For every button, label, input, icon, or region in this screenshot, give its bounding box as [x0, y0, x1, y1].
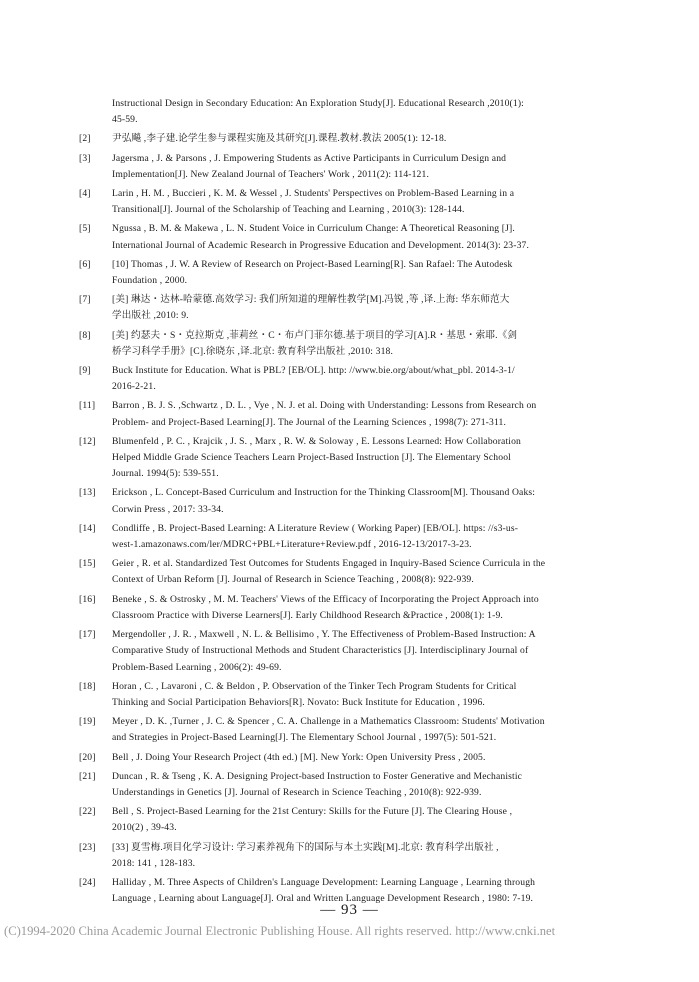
reference-text: 学出版社 ,2010: 9. [112, 310, 189, 322]
reference-text: and Strategies in Project-Based Learning[J]. The Elementary School Journal , 1997(5): 501-521. [112, 732, 497, 744]
reference-number: [23] [79, 841, 96, 853]
reference-text: Larin , H. M. , Buccieri , K. M. & Wessel , J. Students' Perspectives on Problem-Based Learning in a [112, 188, 515, 200]
reference-list [79, 96, 590, 910]
reference-number: [21] [79, 770, 96, 782]
reference-text: Thinking and Social Participation Behaviors[R]. Novato: Buck Institute for Education , 1996. [112, 696, 485, 708]
reference-text: Meyer , D. K. ,Turner , J. C. & Spencer , C. A. Challenge in a Mathematics Classroom: Students' Motivation [112, 716, 545, 728]
reference-number: [22] [79, 806, 96, 818]
reference-text: Problem-Based Learning , 2006(2): 49-69. [112, 661, 282, 673]
reference-number: [12] [79, 435, 96, 447]
reference-entry [79, 627, 590, 676]
reference-text: Buck Institute for Education. What is PBL? [EB/OL]. http: //www.bie.org/about/what_pbl. 2014-3-1/ [112, 365, 515, 377]
reference-text: 尹弘飚 ,李子建.论学生参与课程实施及其研究[J].课程.教材.教法 2005(1): 12-18. [112, 133, 447, 145]
reference-entry [79, 750, 590, 766]
reference-text: 2010(2) , 39-43. [112, 822, 177, 834]
reference-text: Comparative Study of Instructional Methods and Student Characteristics [J]. Interdisciplinary Journal of [112, 645, 529, 657]
reference-text: Condliffe , B. Project-Based Learning: A Literature Review ( Working Paper) [EB/OL]. https: //s3-us- [112, 522, 519, 534]
reference-text: Helped Middle Grade Science Teachers Learn Project-Based Instruction [J]. The Elementary School [112, 452, 511, 464]
reference-text: Blumenfeld , P. C. , Krajcik , J. S. , Marx , R. W. & Soloway , E. Lessons Learned: How Collaboration [112, 435, 521, 447]
reference-text: 桥学习科学手册》[C].徐晓东 ,译.北京: 教育科学出版社 ,2010: 318. [112, 345, 394, 357]
copyright-watermark: (C)1994-2020 China Academic Journal Electronic Publishing House. All rights reserved. http://www.cnki.net [4, 924, 556, 938]
reference-entry [79, 769, 590, 801]
reference-text: Instructional Design in Secondary Education: An Exploration Study[J]. Educational Research ,2010(1): [112, 98, 524, 109]
reference-number: [14] [79, 522, 96, 534]
reference-entry [79, 292, 590, 324]
reference-text: 2016-2-21. [112, 381, 156, 393]
reference-entry [79, 840, 590, 872]
reference-entry [112, 96, 590, 128]
reference-entry [79, 592, 590, 624]
reference-text: Understandings in Genetics [J]. Journal of Research in Science Teaching , 2010(8): 922-939. [112, 786, 482, 798]
reference-text: Horan , C. , Lavaroni , C. & Beldon , P. Observation of the Tinker Tech Program Students for Critical [112, 680, 517, 692]
reference-entry [79, 556, 590, 588]
reference-text: Journal. 1994(5): 539-551. [112, 468, 219, 480]
reference-text: Ngussa , B. M. & Makewa , L. N. Student Voice in Curriculum Change: A Theoretical Reasoning [J]. [112, 223, 515, 235]
reference-text: Context of Urban Reform [J]. Journal of Research in Science Teaching , 2008(8): 922-939. [112, 574, 474, 586]
reference-entry [79, 328, 590, 360]
reference-text: Beneke , S. & Ostrosky , M. M. Teachers' Views of the Efficacy of Incorporating the Project Approach into [112, 593, 539, 605]
reference-text: [10] Thomas , J. W. A Review of Research on Project-Based Learning[R]. San Rafael: The Autodesk [112, 258, 513, 270]
reference-entry [79, 186, 590, 218]
reference-text: Geier , R. et al. Standardized Test Outcomes for Students Engaged in Inquiry-Based Science Curricula in the [112, 558, 546, 570]
reference-number: [7] [79, 294, 91, 306]
reference-number: [18] [79, 680, 96, 692]
reference-text: west-1.amazonaws.com/ler/MDRC+PBL+Literature+Review.pdf , 2016-12-13/2017-3-23. [112, 539, 472, 551]
reference-text: International Journal of Academic Research in Progressive Education and Development. 2014(3): 23-37. [112, 239, 530, 251]
reference-entry [79, 804, 590, 836]
reference-text: 45-59. [112, 114, 138, 126]
reference-number: [5] [79, 223, 91, 235]
reference-text: [美] 约瑟夫・S・克拉斯克 ,菲莉丝・C・布卢门菲尔德.基于项目的学习[A].R・基思・索耶.《剑 [112, 329, 518, 341]
reference-number: [4] [79, 188, 91, 200]
reference-number: [15] [79, 558, 96, 570]
reference-entry [79, 434, 590, 483]
reference-number: [13] [79, 487, 96, 499]
reference-number: [8] [79, 329, 91, 341]
reference-text: Language , Learning about Language[J]. Oral and Written Language Development Research , 1980: 7-19. [112, 893, 534, 905]
reference-number: [19] [79, 716, 96, 728]
reference-number: [17] [79, 629, 96, 641]
reference-text: Duncan , R. & Tseng , K. A. Designing Project-based Instruction to Foster Generative and Mechanistic [112, 770, 523, 782]
reference-entry [79, 398, 590, 430]
reference-text: Halliday , M. Three Aspects of Children's Language Development: Learning Language , Learning through [112, 876, 536, 888]
reference-text: 2018: 141 , 128-183. [112, 857, 196, 869]
reference-text: Erickson , L. Concept-Based Curriculum and Instruction for the Thinking Classroom[M]. Thousand Oaks: [112, 487, 536, 499]
reference-text: Jagersma , J. & Parsons , J. Empowering Students as Active Participants in Curriculum Design and [112, 152, 507, 164]
reference-number: [3] [79, 152, 91, 164]
reference-text: [33] 夏雪梅.项目化学习设计: 学习素养视角下的国际与本土实践[M].北京: 教育科学出版社 , [112, 841, 499, 853]
reference-number: [11] [79, 400, 96, 412]
reference-text: Mergendoller , J. R. , Maxwell , N. L. & Bellisimo , Y. The Effectiveness of Problem-Based Instruction: A [112, 629, 536, 641]
reference-entry [79, 679, 590, 711]
reference-number: [2] [79, 133, 91, 145]
reference-text: Foundation , 2000. [112, 275, 188, 287]
reference-text: Transitional[J]. Journal of the Scholarship of Teaching and Learning , 2010(3): 128-144. [112, 204, 465, 216]
reference-entry [79, 151, 590, 183]
reference-text: Barron , B. J. S. ,Schwartz , D. L. , Vye , N. J. et al. Doing with Understanding: Lessons from Research on [112, 400, 537, 412]
reference-entry [79, 221, 590, 253]
reference-text: [美] 琳达・达林-哈蒙德.高效学习: 我们所知道的理解性教学[M].冯锐 ,等 ,译.上海: 华东师范大 [112, 294, 510, 306]
reference-text: Corwin Press , 2017: 33-34. [112, 503, 224, 515]
reference-entry [79, 485, 590, 517]
reference-number: [24] [79, 876, 96, 888]
reference-number: [16] [79, 593, 96, 605]
reference-number: [20] [79, 751, 96, 763]
reference-entry [79, 257, 590, 289]
reference-number: [6] [79, 258, 91, 270]
reference-text: Classroom Practice with Diverse Learners[J]. Early Childhood Research &Practice , 2008(1): 1-9. [112, 609, 503, 621]
reference-text: Implementation[J]. New Zealand Journal of Teachers' Work , 2011(2): 114-121. [112, 168, 429, 180]
reference-text: Problem- and Project-Based Learning[J]. The Journal of the Learning Sciences , 1998(7): 271-311. [112, 416, 507, 428]
reference-entry [79, 521, 590, 553]
reference-number: [9] [79, 365, 91, 377]
reference-entry [79, 131, 590, 147]
reference-text: Bell , J. Doing Your Research Project (4th ed.) [M]. New York: Open University Press , 2005. [112, 751, 486, 763]
reference-entry [79, 363, 590, 395]
page-number: — 93 — [320, 902, 379, 918]
reference-entry [79, 714, 590, 746]
reference-text: Bell , S. Project-Based Learning for the 21st Century: Skills for the Future [J]. The Clearing House , [112, 806, 513, 818]
